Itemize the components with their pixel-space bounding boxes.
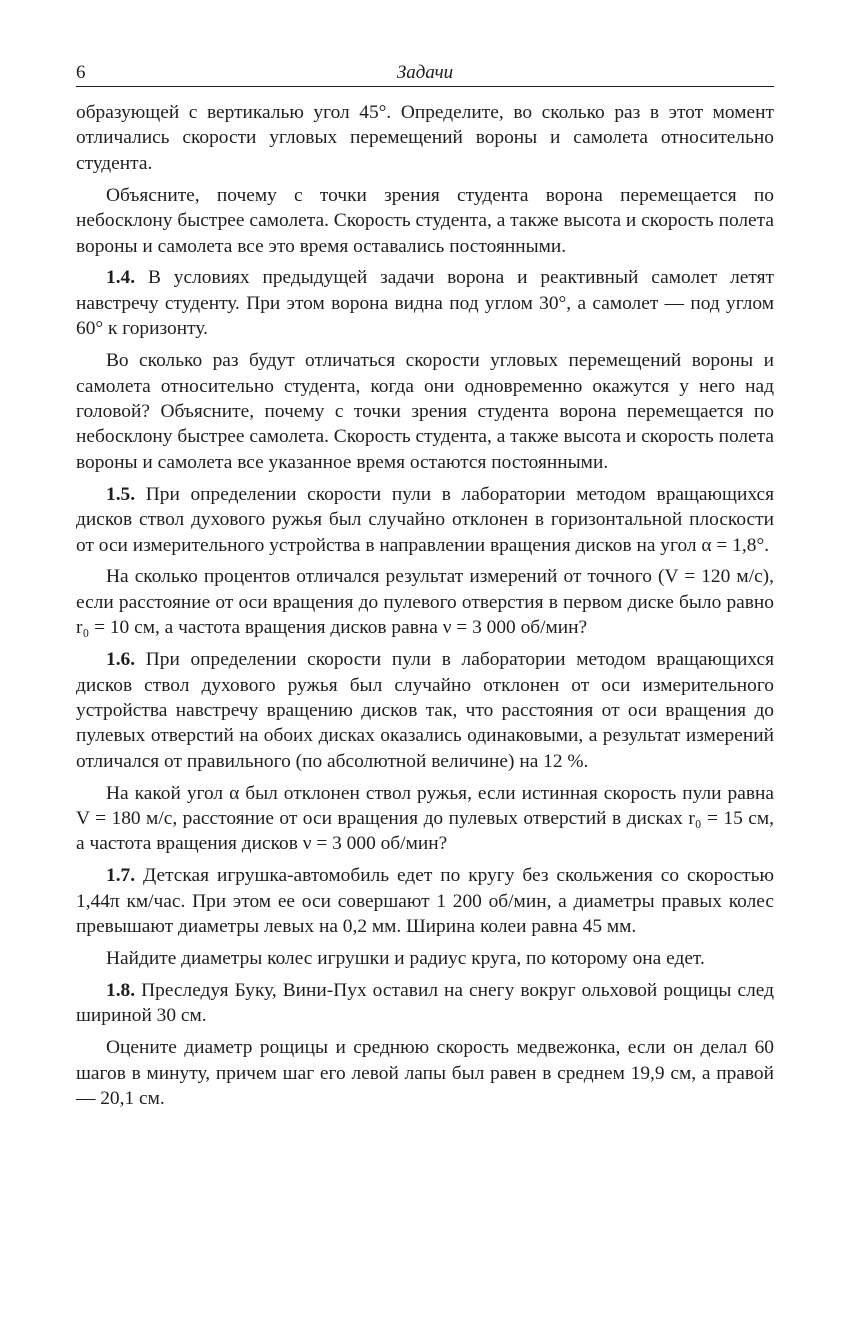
paragraph-text: В условиях предыдущей задачи ворона и реактивный самолет летят навстречу студенту. При этом ворона видна под углом 30°, а самолет — под углом 60° к горизонту. <box>76 267 774 340</box>
problem-number: 1.5. <box>106 483 136 505</box>
paragraph-text: Найдите диаметры колес игрушки и радиус круга, по которому она едет. <box>106 948 705 970</box>
paragraph <box>76 183 774 259</box>
paragraph-text: При определении скорости пули в лаборатории методом вращающихся дисков ствол духового ружья был случайно отклонен от оси измерительного устройства навстречу вращению дисков так, что расстояния от оси вращения до пулевых отверстий на обоих дисках оказались одинаковыми, а результат измерений отличался от правильного (по абсолютной величине) на 12 %. <box>76 649 774 772</box>
problem-1-4 <box>76 265 774 341</box>
page-body <box>76 100 774 1112</box>
paragraph <box>76 564 774 640</box>
problem-number: 1.7. <box>106 865 136 887</box>
problem-number: 1.6. <box>106 649 136 671</box>
paragraph <box>76 946 774 971</box>
paragraph-text: Преследуя Буку, Вини-Пух оставил на снегу вокруг ольховой рощицы след шириной 30 см. <box>76 980 774 1027</box>
paragraph-text: Во сколько раз будут отличаться скорости угловых перемещений вороны и самолета относительно студента, когда они одновременно окажутся у него над головой? Объясните, почему с точки зрения студента ворона перемещается по небосклону быстрее самолета. Скорость студента, а также высота и скорость полета вороны и самолета все указанное время остаются постоянными. <box>76 350 774 473</box>
running-title: Задачи <box>396 62 454 83</box>
problem-1-6 <box>76 647 774 774</box>
book-page <box>76 60 774 1118</box>
paragraph-text: На какой угол α был отклонен ствол ружья, если истинная скорость пули равна V = 180 м/с, расстояние от оси вращения до пулевых отверстий в дисках r₀ = 15 см, а частота вращения дисков ν = 3 000 об/мин? <box>76 782 774 855</box>
problem-1-8 <box>76 978 774 1029</box>
page-header <box>76 60 774 87</box>
problem-number: 1.8. <box>106 980 136 1001</box>
paragraph <box>76 781 774 857</box>
paragraph <box>76 348 774 475</box>
paragraph-text: На сколько процентов отличался результат измерений от точного (V = 120 м/с), если расстояние от оси вращения до пулевого отверстия в первом диске было равно r₀ = 10 см, а частота вращения дисков равна ν = 3 000 об/мин? <box>76 566 774 639</box>
paragraph <box>76 1035 774 1111</box>
paragraph-text: Объясните, почему с точки зрения студента ворона перемещается по небосклону быстрее самолета. Скорость студента, а также высота и скорость полета вороны и самолета все это время оставались постоянными. <box>76 184 774 257</box>
paragraph-text: Оцените диаметр рощицы и среднюю скорость медвежонка, если он делал 60 шагов в минуту, причем шаг его левой лапы был равен в среднем 19,9 см, а правой — 20,1 см. <box>76 1037 774 1110</box>
problem-1-7 <box>76 863 774 939</box>
problem-1-5 <box>76 482 774 558</box>
paragraph-text: При определении скорости пули в лаборатории методом вращающихся дисков ствол духового ружья был случайно отклонен в горизонтальной плоскости от оси измерительного устройства в направлении вращения дисков на угол α = 1,8°. <box>76 483 774 556</box>
paragraph-text: Детская игрушка-автомобиль едет по кругу без скольжения со скоростью 1,44π км/час. При этом ее оси совершают 1 200 об/мин, а диаметры правых колес превышают диаметры левых на 0,2 мм. Ширина колеи равна 45 мм. <box>76 865 774 938</box>
page-number: 6 <box>76 62 86 83</box>
problem-number: 1.4. <box>106 267 136 289</box>
paragraph-text: образующей с вертикалью угол 45°. Определите, во сколько раз в этот момент отличались скорости угловых перемещений вороны и самолета относительно студента. <box>76 102 774 174</box>
paragraph-continuation <box>76 100 774 176</box>
